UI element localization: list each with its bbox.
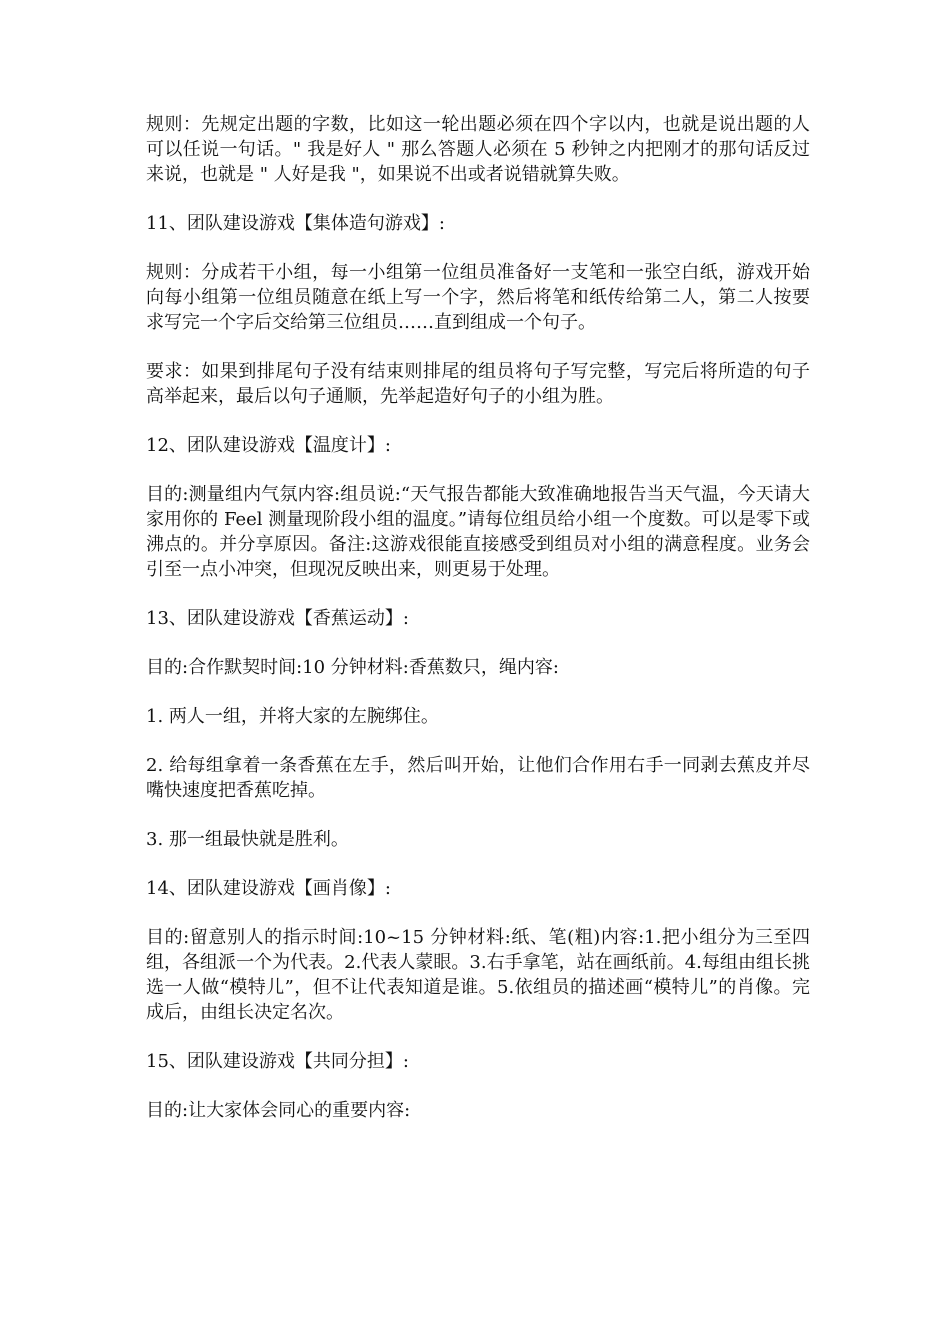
- heading-game-15: 15、团队建设游戏【共同分担】:: [146, 1051, 409, 1072]
- paragraph-banana-purpose: 目的:合作默契时间:10 分钟材料:香蕉数只，绳内容:: [146, 657, 559, 678]
- paragraph-share-purpose: 目的:让大家体会同心的重要内容:: [146, 1100, 411, 1121]
- paragraph-rules-reverse: 规则：先规定出题的字数，比如这一轮出题必须在四个字以内，也就是说出题的人可以任说一句话。" 我是好人 " 那么答题人必须在 5 秒钟之内把刚才的那句话反过来说，也就是 " 人好是我 "，如果说不出或者说错就算失败。: [146, 114, 810, 185]
- heading-game-14: 14、团队建设游戏【画肖像】:: [146, 878, 391, 899]
- list-item-banana-1: 1. 两人一组，并将大家的左腕绑住。: [146, 706, 439, 727]
- paragraph-requirements-sentence: 要求：如果到排尾句子没有结束则排尾的组员将句子写完整，写完后将所造的句子高举起来，最后以句子通顺，先举起造好句子的小组为胜。: [146, 361, 810, 407]
- paragraph-thermometer: 目的:测量组内气氛内容:组员说:“天气报告都能大致准确地报告当天气温，今天请大家用你的 Feel 测量现阶段小组的温度。”请每位组员给小组一个度数。可以是零下或沸点的。并分享原因。备注:这游戏很能直接感受到组员对小组的满意程度。业务会引至一点小冲突，但现况反映出来，则更易于处理。: [146, 484, 810, 580]
- paragraph-rules-sentence: 规则：分成若干小组，每一小组第一位组员准备好一支笔和一张空白纸，游戏开始向每小组第一位组员随意在纸上写一个字，然后将笔和纸传给第二人，第二人按要求写完一个字后交给第三位组员……直到组成一个句子。: [146, 262, 810, 333]
- heading-game-13: 13、团队建设游戏【香蕉运动】:: [146, 608, 409, 629]
- list-item-banana-2: 2. 给每组拿着一条香蕉在左手，然后叫开始，让他们合作用右手一同剥去蕉皮并尽嘴快速度把香蕉吃掉。: [146, 755, 810, 801]
- paragraph-portrait: 目的:留意别人的指示时间:10~15 分钟材料:纸、笔(粗)内容:1.把小组分为三至四组，各组派一个为代表。2.代表人蒙眼。3.右手拿笔，站在画纸前。4.每组由组长挑选一人做“模特儿”，但不让代表知道是谁。5.依组员的描述画“模特儿”的肖像。完成后，由组长决定名次。: [146, 927, 810, 1023]
- heading-game-11: 11、团队建设游戏【集体造句游戏】:: [146, 213, 445, 234]
- list-item-banana-3: 3. 那一组最快就是胜利。: [146, 829, 349, 850]
- document-body: [146, 112, 810, 1147]
- heading-game-12: 12、团队建设游戏【温度计】:: [146, 435, 391, 456]
